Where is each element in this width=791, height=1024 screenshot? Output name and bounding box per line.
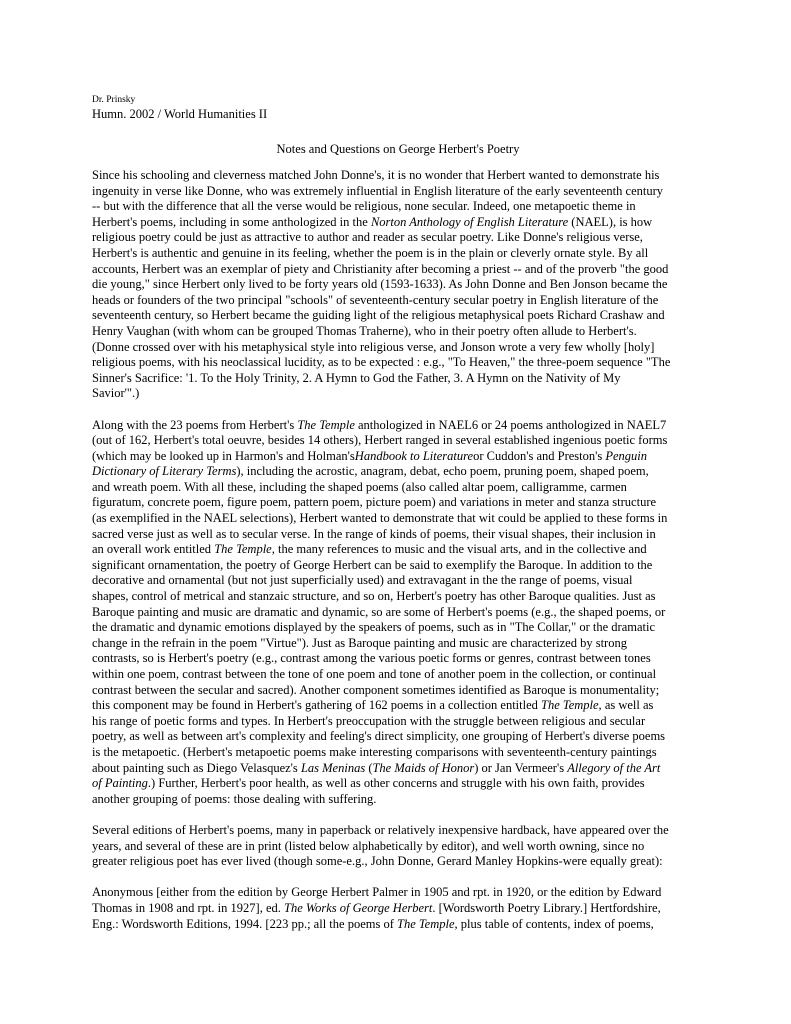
italic-title: The Temple bbox=[397, 916, 455, 931]
italic-title: Handbook to Literature bbox=[354, 448, 474, 463]
course-line: Humn. 2002 / World Humanities II bbox=[92, 107, 268, 121]
text-run: ), including the acrostic, anagram, debat, echo poem, pruning poem, shaped poem, and wreath poem. With all these, including the shaped poems (also called altar poem, calligramme, carmen figuratum, concrete poem, figure poem, pattern poem, picture poem) and variations in meter and stanza structure (as exemplified in the NAEL selections), Herbert wanted to demonstrate that wit could be applied to these forms in sacred verse just as well as to secular verse. In the range of kinds of poems, their visual shapes, their inclusion in an overall work entitled bbox=[92, 464, 668, 557]
text-run: , plus table of contents, index of poems, bbox=[454, 916, 654, 931]
text-run: the many references to music and the visual arts, and in the collective and significant ornamentation, the poetry of George Herbert can be said to exemplify the Baroque. In addition to the decorative and ornamental (but not just superficially used) and extravagant in the the range of poems, visual shapes, control of metrical and stanzaic structure, and so on, Herbert's poetry has other Baroque qualities. Just as Baroque painting and music are dramatic and dynamic, so are some of Herbert's poems (e.g., the shaped poems, or the dramatic and dynamic emotions displayed by the speakers of poems, such as in "The Collar," or the dramatic change in the refrain in the poem "Virtue"). Just as Baroque painting and music are characterized by strong contrasts, so is Herbert's poetry (e.g., contrast among the various poetic forms or genres, contrast between tones within one poem, contrast between the tone of one poem and tone of another poem in the collection, or continual contrast between the secular and sacred). Another component sometimes identified as Baroque is monumentality; this component may be found in Herbert's gathering of 162 poems in a collection entitled bbox=[92, 542, 666, 713]
document-page bbox=[92, 94, 704, 948]
italic-title: Norton Anthology of English Literature bbox=[370, 214, 569, 229]
text-run: Several editions of Herbert's poems, many in paperback or relatively inexpensive hardback, have appeared over the years, and several of these are in print (listed below alphabetically by editor), and well worth owning, since no greater religious poet has ever lived (though some-e.g., John Donne, Gerard Manley Hopkins-were equally great): bbox=[92, 822, 669, 869]
body-paragraph bbox=[92, 823, 704, 870]
text-run: . [Wordsworth Poetry Library.] Hertfordshire, Eng.: Wordsworth Editions, 1994. [223 pp.; all the poems of bbox=[92, 900, 661, 931]
text-run: Along with the 23 poems from Herbert's bbox=[92, 417, 298, 432]
italic-title: Las Meninas bbox=[300, 760, 366, 775]
body-paragraph bbox=[92, 885, 704, 932]
italic-title: Penguin Dictionary of Literary Terms bbox=[92, 448, 648, 479]
text-run: ( bbox=[365, 760, 373, 775]
body-paragraph bbox=[92, 418, 704, 808]
text-run: anthologized in NAEL6 or 24 poems anthologized in NAEL7 (out of 162, Herbert's total oeuvre, besides 14 others), Herbert ranged in several established ingenious poetic forms (which may be looked up in Harmon's and Holman's bbox=[92, 417, 668, 463]
text-run: or Cuddon's and Preston's bbox=[473, 448, 606, 463]
italic-title: The Maids of Honor bbox=[372, 760, 475, 775]
text-run: .) Further, Herbert's poor health, as well as other concerns and struggle with his own faith, provides another grouping of poems: those dealing with suffering. bbox=[92, 776, 645, 806]
text-run: Since his schooling and cleverness matched John Donne's, it is no wonder that Herbert wanted to demonstrate his ingenuity in verse like Donne, who was extremely influential in English literature of the early seventeenth century -- but with the difference that all the verse would be religious, none secular. Indeed, one metapoetic theme in Herbert's poems, including in some anthologized in the bbox=[92, 168, 664, 229]
italic-title: The Temple, bbox=[214, 542, 275, 557]
italic-title: Allegory of the Art of Painting bbox=[92, 760, 661, 791]
author-line: Dr. Prinsky bbox=[92, 95, 136, 105]
body-text bbox=[92, 168, 704, 932]
text-run: ) or Jan Vermeer's bbox=[474, 760, 568, 775]
italic-title: The Works of George Herbert bbox=[284, 900, 433, 915]
italic-title: The Temple, bbox=[541, 698, 602, 713]
text-run: (NAEL), is how religious poetry could be just as attractive to author and reader as secular poetry. Like Donne's religious verse, Herbert's is authentic and genuine in its feeling, whether the poem is in the plain or cleverly ornate style. By all accounts, Herbert was an exemplar of piety and Christianity after becoming a priest -- and of the proverb "the good die young," since Herbert only lived to be forty years old (1593-1633). As John Donne and Ben Jonson became the heads or founders of the two principal "schools" of seventeenth-century secular poetry in English literature of the seventeenth century, so Herbert became the guiding light of the religious metaphysical poets Richard Crashaw and Henry Vaughan (with whom can be grouped Thomas Traherne), who in their poetry often allude to Herbert's. (Donne crossed over with his metaphysical style into religious verse, and Jonson wrote a very few wholly [holy] religious poems, with his neoclassical lucidity, as to be expected : e.g., "To Heaven," the three-poem sequence "The Sinner's Sacrifice: '1. To the Holy Trinity, 2. A Hymn to God the Father, 3. A Hymn on the Nativity of My Savior'".) bbox=[92, 214, 671, 401]
italic-title: The Temple bbox=[297, 417, 355, 432]
text-run: Anonymous [either from the edition by George Herbert Palmer in 1905 and rpt. in 1920, or the edition by Edward Thomas in 1908 and rpt. in 1927], ed. bbox=[92, 885, 662, 915]
body-paragraph bbox=[92, 168, 704, 402]
document-title: Notes and Questions on George Herbert's Poetry bbox=[276, 142, 520, 156]
text-run: as well as his range of poetic forms and types. In Herbert's preoccupation with the struggle between religious and secular poetry, as well as between art's complexity and feeling's direct simplicity, one grouping of Herbert's diverse poems is the metapoetic. (Herbert's metapoetic poems make interesting comparisons with seventeenth-century paintings about painting such as Diego Velasquez's bbox=[92, 698, 666, 775]
